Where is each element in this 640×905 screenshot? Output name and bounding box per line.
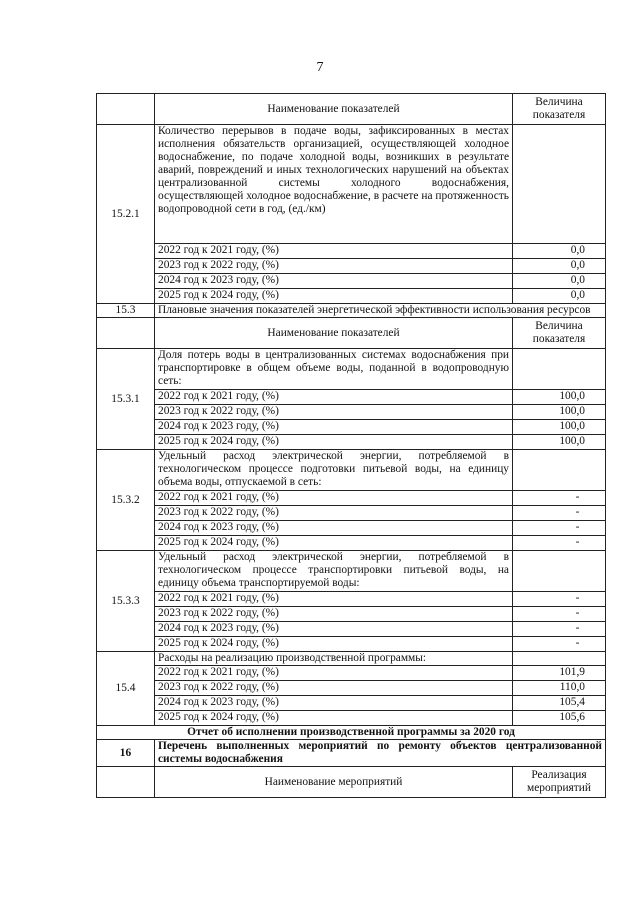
year-label: 2024 год к 2023 году, (%)	[155, 420, 513, 435]
indicators-table	[96, 93, 606, 798]
year-label: 2025 год к 2024 году, (%)	[155, 289, 513, 304]
year-value: 100,0	[513, 435, 606, 450]
year-label: 2022 год к 2021 году, (%)	[155, 390, 513, 405]
year-row	[97, 637, 606, 652]
section-value-empty	[513, 652, 606, 666]
section-text: Плановые значения показателей энергетической эффективности использования ресурсов	[155, 304, 606, 318]
year-value: 0,0	[513, 274, 606, 289]
year-row	[97, 390, 606, 405]
section-text: Расходы на реализацию производственной программы:	[155, 652, 513, 666]
section-value-empty	[513, 551, 606, 592]
year-row	[97, 666, 606, 681]
year-value: 0,0	[513, 244, 606, 259]
header-name-cell: Наименование мероприятий	[155, 767, 513, 798]
year-row	[97, 607, 606, 622]
section-row	[97, 125, 606, 244]
section-number: 15.4	[97, 652, 155, 726]
section-row	[97, 652, 606, 666]
report-title: Отчет об исполнении производственной программы за 2020 год	[97, 726, 606, 740]
year-row	[97, 274, 606, 289]
year-label: 2025 год к 2024 году, (%)	[155, 435, 513, 450]
header-name-cell: Наименование показателей	[155, 318, 513, 349]
year-row	[97, 536, 606, 551]
section-text: Доля потерь воды в централизованных системах водоснабжения при транспортировке в общем объеме воды, поданной в водопроводную сеть:	[155, 349, 513, 390]
year-row	[97, 592, 606, 607]
section-text: Количество перерывов в подаче воды, зафиксированных в местах исполнения обязательств организацией, осуществляющей холодное водоснабжение, по подаче холодной воды, возникших в результате аварий, повреждений и иных технологических нарушений на объектах централизованной системы холодного водоснабжения, осуществляющей холодное водоснабжение, в расчете на протяженность водопроводной сети в год, (ед./км)	[155, 125, 513, 244]
year-value: 0,0	[513, 259, 606, 274]
year-row	[97, 506, 606, 521]
year-label: 2022 год к 2021 году, (%)	[155, 244, 513, 259]
year-value: 100,0	[513, 390, 606, 405]
year-value: 105,4	[513, 696, 606, 711]
section-number: 15.3	[97, 304, 155, 318]
year-value: 110,0	[513, 681, 606, 696]
year-label: 2024 год к 2023 году, (%)	[155, 274, 513, 289]
year-label: 2023 год к 2022 году, (%)	[155, 506, 513, 521]
header-name-cell: Наименование показателей	[155, 94, 513, 125]
year-row	[97, 696, 606, 711]
year-row	[97, 420, 606, 435]
section-value-empty	[513, 125, 606, 244]
year-label: 2022 год к 2021 году, (%)	[155, 592, 513, 607]
section-number: 16	[97, 740, 155, 767]
year-value: -	[513, 491, 606, 506]
year-label: 2023 год к 2022 году, (%)	[155, 681, 513, 696]
year-row	[97, 244, 606, 259]
header-value-cell: Величина показателя	[513, 94, 606, 125]
year-label: 2023 год к 2022 году, (%)	[155, 405, 513, 420]
section-number: 15.2.1	[97, 125, 155, 304]
year-value: 105,6	[513, 711, 606, 726]
header-num-cell	[97, 94, 155, 125]
year-label: 2024 год к 2023 году, (%)	[155, 622, 513, 637]
section-row	[97, 740, 606, 767]
year-label: 2022 год к 2021 году, (%)	[155, 666, 513, 681]
section-number: 15.3.1	[97, 349, 155, 450]
section-row	[97, 450, 606, 491]
year-label: 2023 год к 2022 году, (%)	[155, 259, 513, 274]
year-label: 2022 год к 2021 году, (%)	[155, 491, 513, 506]
year-row	[97, 405, 606, 420]
year-value: -	[513, 521, 606, 536]
year-row	[97, 622, 606, 637]
year-value: -	[513, 607, 606, 622]
report-title-row	[97, 726, 606, 740]
year-label: 2023 год к 2022 году, (%)	[155, 607, 513, 622]
year-value: -	[513, 536, 606, 551]
header-num-cell	[97, 318, 155, 349]
year-value: -	[513, 637, 606, 652]
year-value: 100,0	[513, 405, 606, 420]
header-num-cell	[97, 767, 155, 798]
year-value: -	[513, 592, 606, 607]
year-row	[97, 435, 606, 450]
section-text: Перечень выполненных мероприятий по ремонту объектов централизованной системы водоснабжения	[155, 740, 606, 767]
header-value-cell: Величина показателя	[513, 318, 606, 349]
section-number: 15.3.2	[97, 450, 155, 551]
header-row	[97, 318, 606, 349]
section-value-empty	[513, 450, 606, 491]
header-row	[97, 767, 606, 798]
header-row	[97, 94, 606, 125]
section-text: Удельный расход электрической энергии, потребляемой в технологическом процессе подготовки питьевой воды, на единицу объема воды, отпускаемой в сеть:	[155, 450, 513, 491]
section-number: 15.3.3	[97, 551, 155, 652]
year-label: 2025 год к 2024 году, (%)	[155, 536, 513, 551]
year-value: -	[513, 506, 606, 521]
year-value: 101,9	[513, 666, 606, 681]
header-value-cell: Реализация мероприятий	[513, 767, 606, 798]
section-text: Удельный расход электрической энергии, потребляемой в технологическом процессе транспортировки питьевой воды, на единицу объема транспортируемой воды:	[155, 551, 513, 592]
year-row	[97, 289, 606, 304]
year-row	[97, 259, 606, 274]
section-row	[97, 304, 606, 318]
year-row	[97, 681, 606, 696]
year-label: 2025 год к 2024 году, (%)	[155, 711, 513, 726]
section-row	[97, 551, 606, 592]
year-value: 100,0	[513, 420, 606, 435]
year-row	[97, 521, 606, 536]
section-row	[97, 349, 606, 390]
year-value: -	[513, 622, 606, 637]
section-value-empty	[513, 349, 606, 390]
year-row	[97, 711, 606, 726]
year-row	[97, 491, 606, 506]
year-value: 0,0	[513, 289, 606, 304]
year-label: 2024 год к 2023 году, (%)	[155, 521, 513, 536]
year-label: 2024 год к 2023 году, (%)	[155, 696, 513, 711]
page-number: 7	[316, 60, 324, 75]
year-label: 2025 год к 2024 году, (%)	[155, 637, 513, 652]
